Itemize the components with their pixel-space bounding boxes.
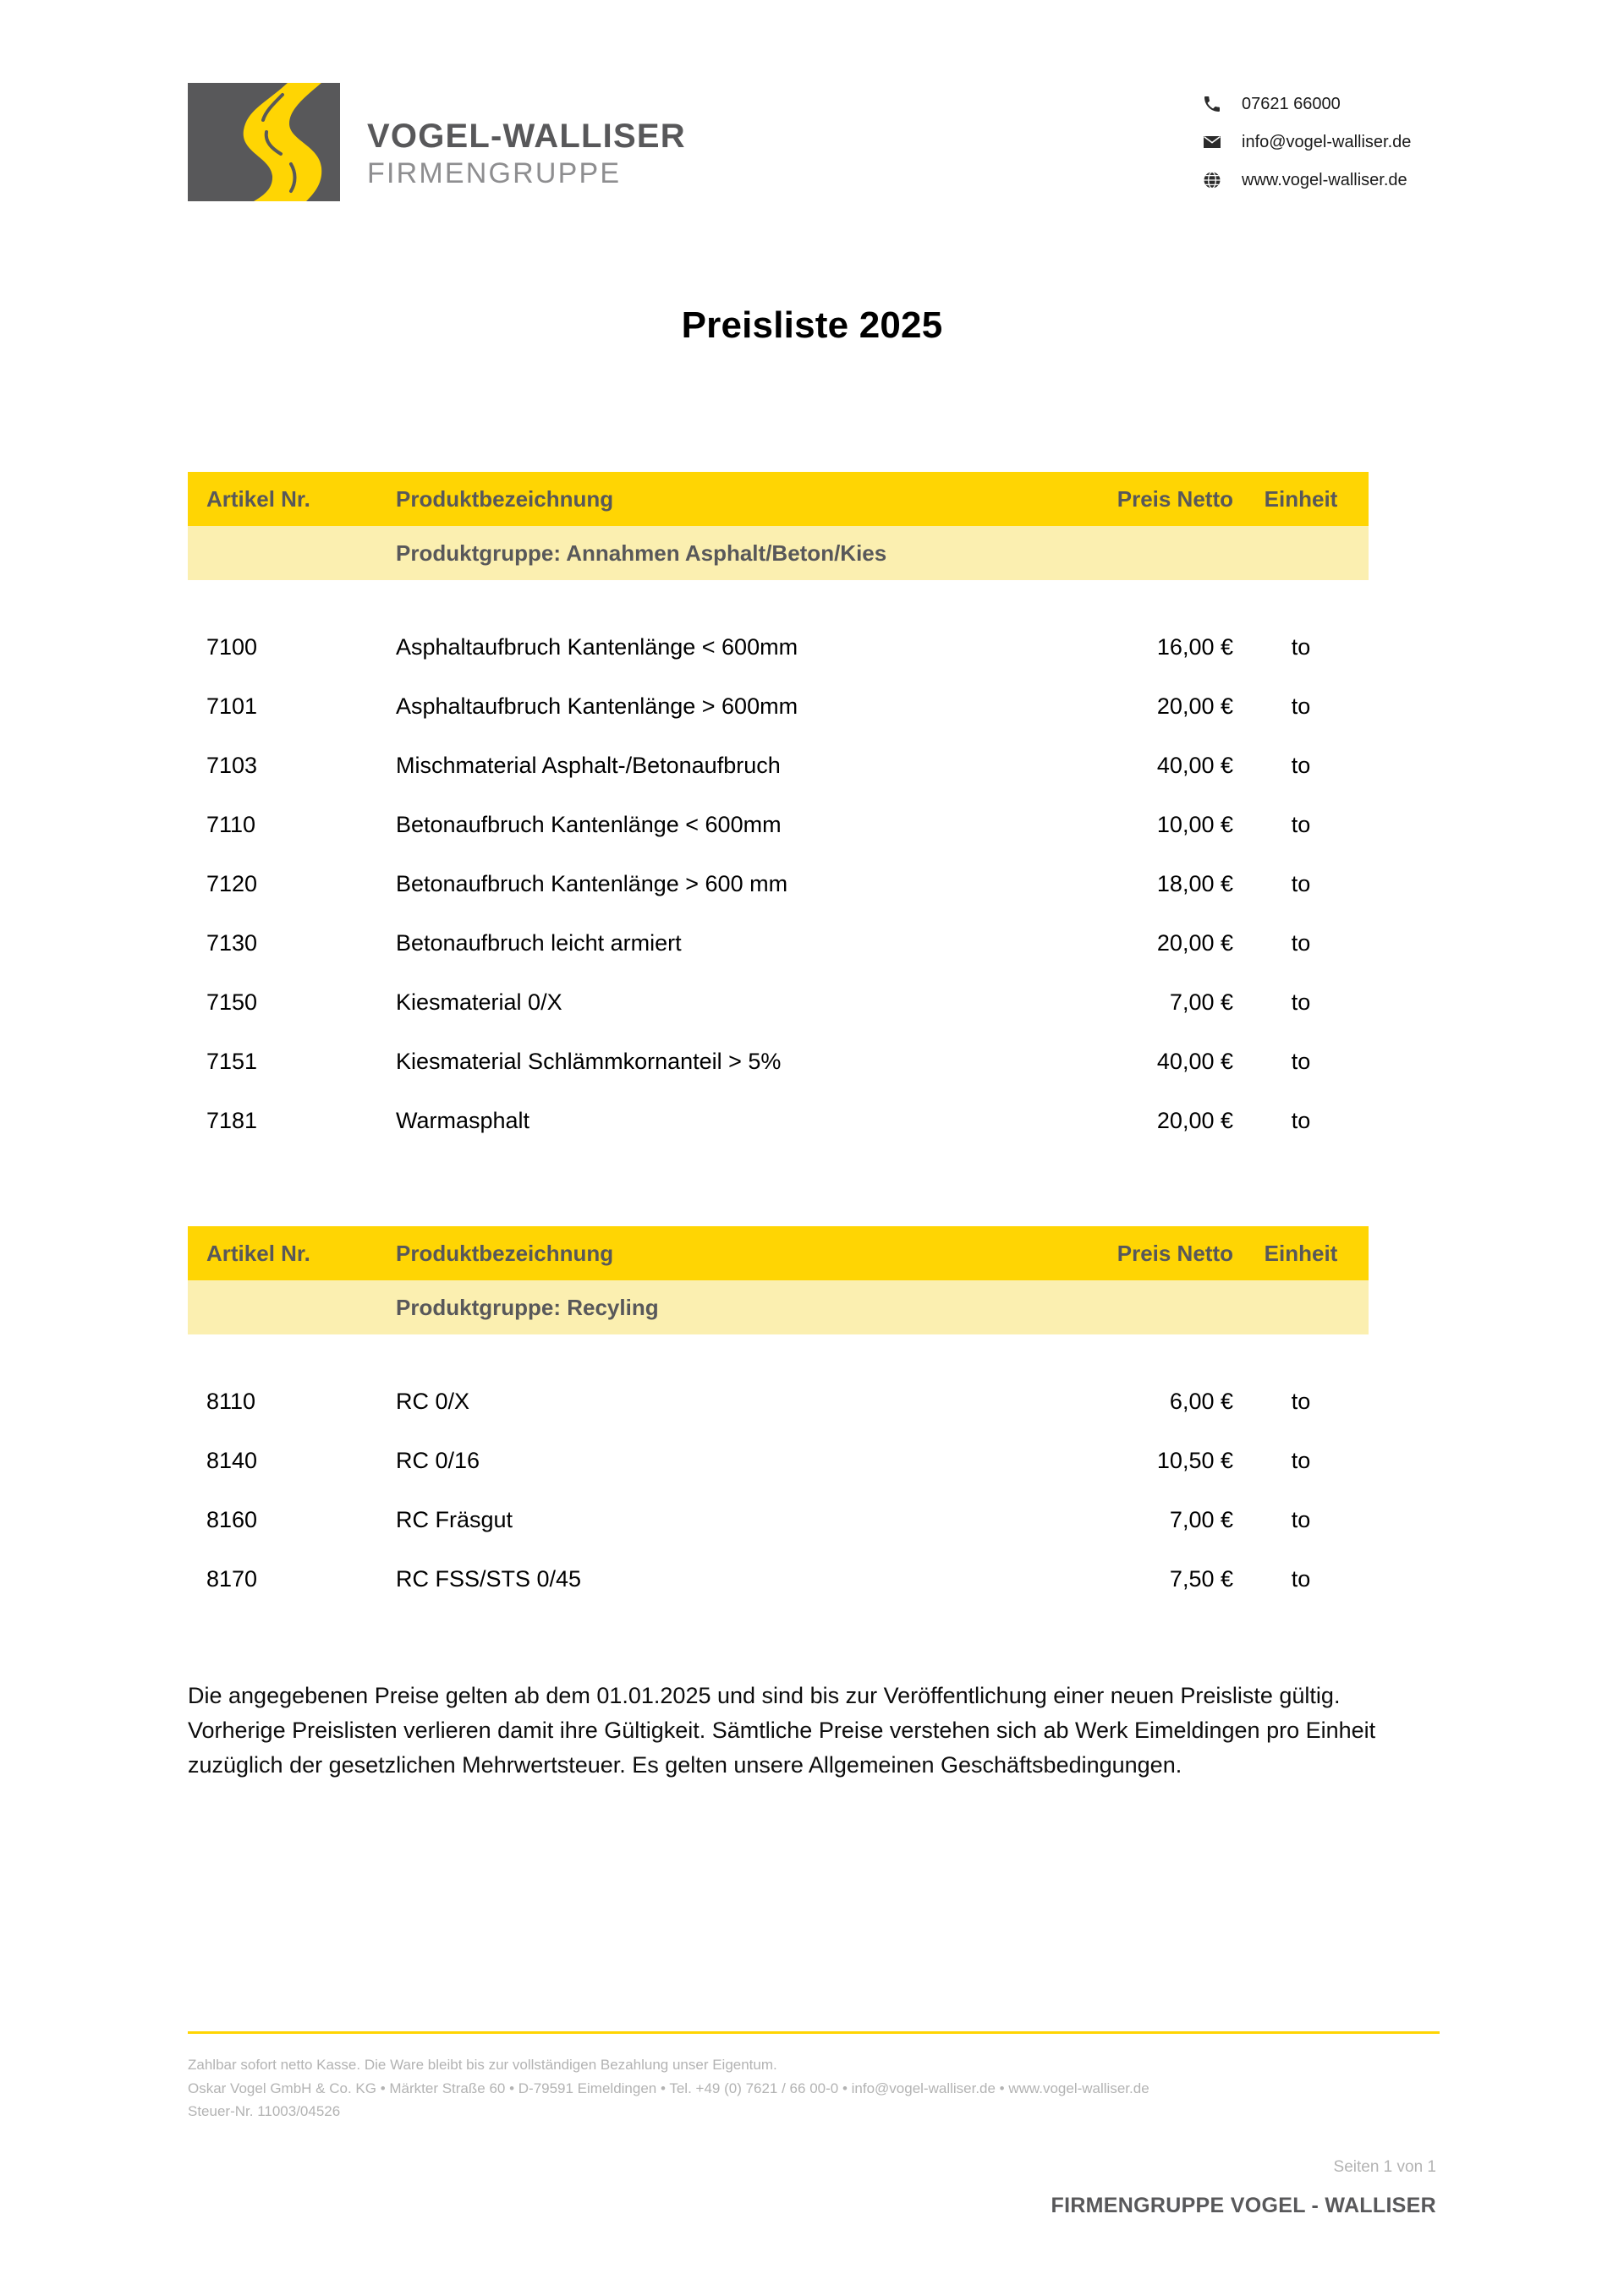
cell-description: Betonaufbruch Kantenlänge < 600mm — [396, 811, 782, 837]
cell-description: Kiesmaterial 0/X — [396, 989, 562, 1015]
cell-unit: to — [1291, 1447, 1311, 1473]
contact-web — [1201, 169, 1436, 191]
cell-article: 7151 — [206, 1048, 258, 1074]
cell-price: 20,00 € — [1156, 693, 1233, 719]
cell-unit: to — [1291, 752, 1311, 778]
column-header-description: Produktbezeichnung — [396, 1240, 614, 1266]
cell-unit: to — [1291, 870, 1311, 896]
cell-description: Betonaufbruch leicht armiert — [396, 929, 682, 956]
phone-value: 07621 66000 — [1242, 94, 1341, 113]
footer-divider — [188, 2031, 1440, 2034]
cell-price: 20,00 € — [1156, 929, 1233, 956]
cell-article: 8170 — [206, 1565, 258, 1592]
footer-payment-terms: Zahlbar sofort netto Kasse. Die Ware bleibt bis zur vollständigen Bezahlung unser Eigentum. — [188, 2057, 777, 2073]
footer-brand: FIRMENGRUPPE VOGEL - WALLISER — [1051, 2194, 1436, 2217]
document-header — [188, 76, 1436, 220]
cell-price: 7,00 € — [1169, 989, 1233, 1015]
cell-article: 7103 — [206, 752, 258, 778]
cell-article: 8140 — [206, 1447, 258, 1473]
cell-description: Asphaltaufbruch Kantenlänge > 600mm — [396, 693, 798, 719]
table-row — [188, 1091, 1369, 1150]
table-row — [188, 795, 1369, 854]
table-body — [188, 1372, 1369, 1608]
cell-price: 40,00 € — [1156, 1048, 1233, 1074]
table-row — [188, 973, 1369, 1032]
table-header-row — [188, 1226, 1369, 1280]
cell-unit: to — [1291, 633, 1311, 660]
cell-price: 16,00 € — [1156, 633, 1233, 660]
contact-block — [1201, 93, 1436, 191]
cell-price: 7,00 € — [1169, 1506, 1233, 1532]
cell-unit: to — [1291, 1048, 1311, 1074]
table-row — [188, 913, 1369, 973]
cell-unit: to — [1291, 989, 1311, 1015]
column-header-unit: Einheit — [1264, 485, 1338, 512]
cell-article: 7181 — [206, 1107, 258, 1133]
table-header-row — [188, 472, 1369, 526]
cell-article: 7150 — [206, 989, 258, 1015]
company-name: VOGEL-WALLISER — [367, 118, 686, 156]
product-group-row — [188, 526, 1369, 580]
product-group-row — [188, 1280, 1369, 1334]
cell-unit: to — [1291, 811, 1311, 837]
email-value: info@vogel-walliser.de — [1242, 132, 1412, 151]
cell-article: 7120 — [206, 870, 258, 896]
cell-price: 10,50 € — [1156, 1447, 1233, 1473]
cell-article: 7130 — [206, 929, 258, 956]
cell-price: 10,00 € — [1156, 811, 1233, 837]
column-header-description: Produktbezeichnung — [396, 485, 614, 512]
cell-description: RC 0/X — [396, 1388, 470, 1414]
cell-unit: to — [1291, 1107, 1311, 1133]
brand-wordmark — [367, 93, 686, 190]
cell-price: 40,00 € — [1156, 752, 1233, 778]
cell-price: 18,00 € — [1156, 870, 1233, 896]
cell-unit: to — [1291, 1506, 1311, 1532]
column-header-unit: Einheit — [1264, 1240, 1338, 1266]
cell-description: Mischmaterial Asphalt-/Betonaufbruch — [396, 752, 781, 778]
globe-icon — [1201, 169, 1223, 191]
product-group-label: Produktgruppe: Recyling — [396, 1294, 659, 1320]
cell-article: 8110 — [206, 1388, 256, 1414]
product-group-label: Produktgruppe: Annahmen Asphalt/Beton/Kies — [396, 540, 887, 566]
cell-article: 7100 — [206, 633, 258, 660]
price-table-recycling — [188, 1226, 1369, 1608]
table-body — [188, 617, 1369, 1150]
web-value: www.vogel-walliser.de — [1242, 170, 1407, 189]
table-row — [188, 677, 1369, 736]
table-row — [188, 854, 1369, 913]
winding-road-logo-icon — [188, 83, 340, 201]
cell-unit: to — [1291, 1388, 1311, 1414]
column-header-article: Artikel Nr. — [206, 485, 310, 512]
phone-icon — [1201, 93, 1223, 115]
price-table-asphalt — [188, 472, 1369, 1150]
company-subtitle: FIRMENGRUPPE — [367, 157, 622, 190]
cell-price: 20,00 € — [1156, 1107, 1233, 1133]
cell-description: RC 0/16 — [396, 1447, 480, 1473]
cell-description: Warmasphalt — [396, 1107, 530, 1133]
envelope-icon — [1201, 131, 1223, 153]
cell-article: 7110 — [206, 811, 256, 837]
cell-price: 7,50 € — [1169, 1565, 1233, 1592]
cell-article: 8160 — [206, 1506, 258, 1532]
footer-company-address: Oskar Vogel GmbH & Co. KG • Märkter Straße 60 • D-79591 Eimeldingen • Tel. +49 (0) 7621 / 66 00-0 • info@vogel-walliser.de • www.vogel-walliser.de — [188, 2080, 1149, 2096]
table-row — [188, 1549, 1369, 1608]
table-row — [188, 1032, 1369, 1091]
cell-description: RC FSS/STS 0/45 — [396, 1565, 582, 1592]
cell-price: 6,00 € — [1169, 1388, 1233, 1414]
page-count: Seiten 1 von 1 — [1333, 2158, 1436, 2176]
price-validity-note: Die angegebenen Preise gelten ab dem 01.01.2025 und sind bis zur Veröffentlichung einer neuen Preisliste gültig. Vorherige Preislisten verlieren damit ihre Gültigkeit. Sämtliche Preise verstehen sich ab Werk Eimeldingen pro Einheit zuzüglich der gesetzlichen Mehrwertsteuer. Es gelten unsere Allgemeinen Geschäftsbedingungen. — [188, 1683, 1376, 1778]
cell-unit: to — [1291, 693, 1311, 719]
table-row — [188, 1372, 1369, 1431]
page-title: Preisliste 2025 — [681, 304, 943, 346]
table-row — [188, 736, 1369, 795]
contact-phone — [1201, 93, 1436, 115]
cell-description: Asphaltaufbruch Kantenlänge < 600mm — [396, 633, 798, 660]
table-row — [188, 1490, 1369, 1549]
cell-description: Betonaufbruch Kantenlänge > 600 mm — [396, 870, 788, 896]
cell-unit: to — [1291, 929, 1311, 956]
table-row — [188, 1431, 1369, 1490]
contact-email — [1201, 131, 1436, 153]
footer-legal-block — [188, 2053, 1440, 2123]
column-header-article: Artikel Nr. — [206, 1240, 310, 1266]
column-header-price: Preis Netto — [1116, 485, 1233, 512]
footer-tax-number: Steuer-Nr. 11003/04526 — [188, 2103, 341, 2120]
cell-description: RC Fräsgut — [396, 1506, 513, 1532]
column-header-price: Preis Netto — [1116, 1240, 1233, 1266]
cell-unit: to — [1291, 1565, 1311, 1592]
company-brand — [188, 83, 686, 201]
table-row — [188, 617, 1369, 677]
cell-article: 7101 — [206, 693, 258, 719]
cell-description: Kiesmaterial Schlämmkornanteil > 5% — [396, 1048, 782, 1074]
